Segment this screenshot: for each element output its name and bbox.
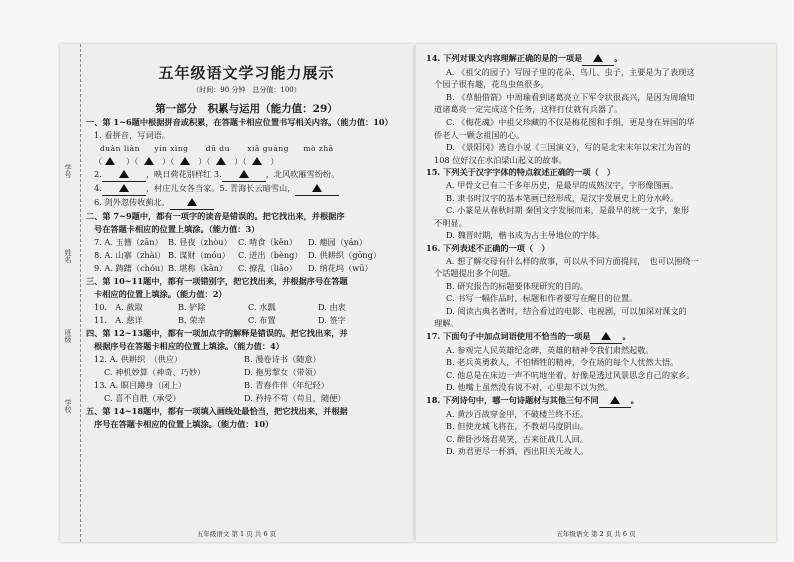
answer-blank[interactable] [222, 168, 266, 182]
answer-blank[interactable] [102, 168, 146, 182]
q15-option-d: D. 魏晋时期，楷书成为占主导地位的字体。 [446, 230, 605, 241]
answer-blank[interactable] [599, 394, 631, 408]
exam-page-left [60, 44, 413, 542]
answer-marker-icon [239, 170, 249, 178]
side-label-name: 姓名 [64, 249, 72, 263]
sec5-instruction-cont: 序号在答题卡相应的位置上填涂。（能力值：10） [94, 419, 274, 429]
pinyin-1: duàn liàn [100, 144, 140, 153]
q16-option-b: B. 研究报告的标题要体现研究的目的。 [446, 280, 589, 291]
page-footer-left: 五年级语文 第 1 页 共 6 页 [196, 530, 277, 538]
q12-options-cont: C. 神机妙算（神奇、巧妙） D. 拖男挈女（带领） [104, 367, 321, 377]
q16-option-c: C. 书写一幅作品时，标题和作者要写在醒目的位置。 [446, 293, 638, 304]
q17-option-d: D. 他嘴上虽然没有说不对，心里却不以为然。 [446, 382, 614, 393]
binding-margin [60, 44, 81, 542]
answer-blank[interactable] [102, 182, 146, 196]
answer-marker-icon [119, 184, 129, 192]
q18-option-a: A. 黄沙百战穿金甲，不破楼兰终不还。 [446, 408, 589, 419]
pinyin-2: yín xìng [154, 144, 189, 153]
sec4-instruction-cont: 根据序号在答题卡相应的位置上填涂。（能力值：4） [94, 341, 284, 351]
q14-stem: 14. 下列对课文内容理解正确的是的一项是 。 [426, 52, 768, 66]
exam-title: 五年级语文学习能力展示 [158, 64, 335, 82]
sec3-instruction-cont: 卡相应的位置上填涂。（能力值：2） [94, 289, 227, 299]
pinyin-5: mò zhā [303, 144, 334, 153]
page-footer-right: 五年级语文 第 2 页 共 6 页 [556, 530, 636, 538]
q12-options: 12. A. 供耕织 （供应） B. 漫卷诗书（随意） [94, 354, 321, 364]
q14-option-a-cont: 个园子很有趣，花鸟虫鱼很多。 [434, 79, 549, 90]
q17-stem: 17. 下面句子中加点词语使用不恰当的一项是 。 [426, 330, 768, 344]
q13-options-cont: C. 喜不自胜（承受） D. 矜持不苟（苟且，随便） [104, 393, 346, 403]
sec2-instruction: 二、第 7~9题中，都有一项字的读音是错误的。把它找出来，并根据序 [86, 211, 345, 221]
q8-options: 8. A. 山寨（zhài） B. 谋财（móu） C. 迸出（bèng） D. 供耕织（gōng） [94, 250, 382, 260]
pinyin-3: dū du [205, 144, 230, 153]
q17-option-a: A. 参观完人民英雄纪念碑，英雄的精神令我们肃然起敬。 [446, 344, 654, 355]
answer-marker-icon [593, 54, 603, 62]
q9-options: 9. A. 踌躇（chóu）B. 堪称（kān） C. 撩乱（liāo） D. 纳花坞（wū） [94, 263, 373, 273]
answer-marker-icon [105, 157, 115, 165]
answer-marker-icon [610, 396, 620, 404]
answer-marker-icon [312, 184, 322, 192]
q14-option-c-cont: 侨老人一颗念祖国的心。 [434, 129, 525, 140]
answer-marker-icon [180, 157, 190, 165]
answer-blank[interactable] [295, 182, 339, 196]
q14-option-d-cont: 108 位好汉在水泊梁山起义的故事。 [434, 154, 567, 165]
q16-option-d: D. 阅读古典名著时，结合看过的电影、电视剧，可以加深对课文的 [446, 305, 687, 316]
side-label-class: 班级 [64, 329, 72, 343]
right-content [426, 52, 768, 538]
exam-page-right [416, 44, 776, 542]
q14-option-b-cont: 道诸葛亮一定完成这个任务，这样打仗就有兵器了。 [434, 104, 623, 115]
answer-blank[interactable] [582, 52, 614, 66]
q14-option-a: A. 《祖父的园子》写园子里的花朵、鸟儿、虫子，主要是为了表现这 [446, 66, 695, 77]
q18-stem: 18. 下列诗句中，哪一句诗题材与其他三句不同 。 [426, 394, 768, 408]
q4-q5-line: 4. ，村庄儿女各当家。5. 青海长云暗雪山， [86, 182, 407, 196]
q11-options: 11. A. 慈详 B. 荣幸 C. 布置 D. 签字 [94, 315, 346, 325]
answer-marker-icon [252, 157, 262, 165]
q14-option-b: B. 《草船借箭》中周瑜看到诸葛亮立下军令状很高兴，是因为周瑜知 [446, 91, 695, 102]
pinyin-row [86, 142, 407, 155]
sec3-instruction: 三、第 10~11题中，都有一项错别字，把它找出来，并根据序号在答题 [86, 276, 348, 286]
section-heading: 第一部分 积累与运用（能力值：29） [155, 103, 338, 115]
q15-stem: 15. 下列关于汉字字体的特点叙述正确的一项（ ） [426, 167, 616, 178]
q15-option-b: B. 隶书时汉字的基本笔画已经形成，是汉字发展史上的分水岭。 [446, 192, 679, 203]
side-label-student-no: 学号 [64, 164, 72, 178]
answer-blank[interactable] [590, 330, 622, 344]
q2-q3-line: 2. ，映日荷花别样红 3. ，北风吹雁雪纷纷。 [86, 168, 407, 182]
q15-option-c: C. 小篆是从春秋时期 秦国文字发展而来，是最早的统一文字，象形 [446, 205, 690, 216]
sec2-instruction-cont: 号在答题卡相应的位置上填涂。（能力值：3） [94, 224, 260, 234]
answer-marker-icon [119, 170, 129, 178]
answer-marker-icon [216, 157, 226, 165]
q17-option-c: C. 他总是在床边一声不吭地坐着，好像是透过风景思念自己的家乡。 [446, 369, 695, 380]
q18-option-d: D. 劝君更尽一杯酒，西出阳关无故人。 [446, 446, 589, 457]
q1-instruction: 一、第 1~6题中根据拼音或积累，在答题卡相应位置书写相关内容。（能力值：10） [86, 117, 393, 127]
pinyin-4: xiā guàng [247, 144, 289, 153]
answer-marker-icon [144, 157, 154, 165]
answer-marker-icon [187, 198, 197, 206]
q7-options: 7. A. 玉簪（zān） B. 昼夜（zhòu） C. 啃食（kěn） D. 瘪园（yán） [94, 237, 368, 247]
answer-marker-icon [601, 332, 611, 340]
q1-label: 1. 看拼音，写词语。 [94, 130, 170, 140]
q13-options: 13. A. 瞑目蹲身（闭上） B. 青春作伴（年纪轻） [94, 380, 329, 390]
q18-option-b: B. 但使龙城飞将在，不教胡马度阴山。 [446, 421, 589, 432]
q16-option-a: A. 想了解交母有什么样的故事，可以从不同方面提问， 也可以围绕一 [446, 255, 699, 266]
exam-subtitle: （时间：90 分钟 总分值：100） [192, 86, 301, 94]
pinyin-answer-row: （ ）（ ）（ ）（ ）（ ） [94, 156, 279, 166]
q15-option-c-cont: 不明显。 [434, 217, 467, 228]
side-label-school: 学校 [64, 399, 72, 413]
q14-option-c: C. 《梅花魂》中祖父珍藏的不仅是梅花图和手绢，更是身在异国的华 [446, 116, 695, 127]
left-content [86, 50, 407, 538]
q14-option-d: D. 《景阳冈》选自小说《三国演义》，写的是北宋末年以宋江为首的 [446, 142, 691, 153]
q16-stem: 16. 下列表述不正确的一项（ ） [426, 242, 550, 253]
answer-blank[interactable] [170, 196, 214, 210]
q18-option-c: C. 醉卧沙场君莫笑，古来征战几人回。 [446, 433, 589, 444]
q10-options: 10. A. 截取 B. 铲除 C. 水瓢 D. 由衷 [94, 302, 346, 312]
q15-option-a: A. 甲骨文已有二千多年历史，是最早的成熟汉字，字形像图画。 [446, 179, 679, 190]
q16-option-d-cont: 理解。 [434, 318, 459, 329]
sec5-instruction: 五、第 14~18题中，都有一项填入画线处最恰当，把它找出来，并根据 [86, 406, 348, 416]
q6-line: 6. 剑外忽传收蓟北， [86, 196, 407, 210]
sec4-instruction: 四、第 12~13题中，都有一项加点字的解释是错误的。把它找出来，并 [86, 328, 348, 338]
q16-option-a-cont: 个话题提出多个问题。 [434, 268, 516, 279]
q17-option-b: B. 老兵英勇救人，不怕牺牲的精神，令在场的每个人忧然大悟。 [446, 357, 679, 368]
